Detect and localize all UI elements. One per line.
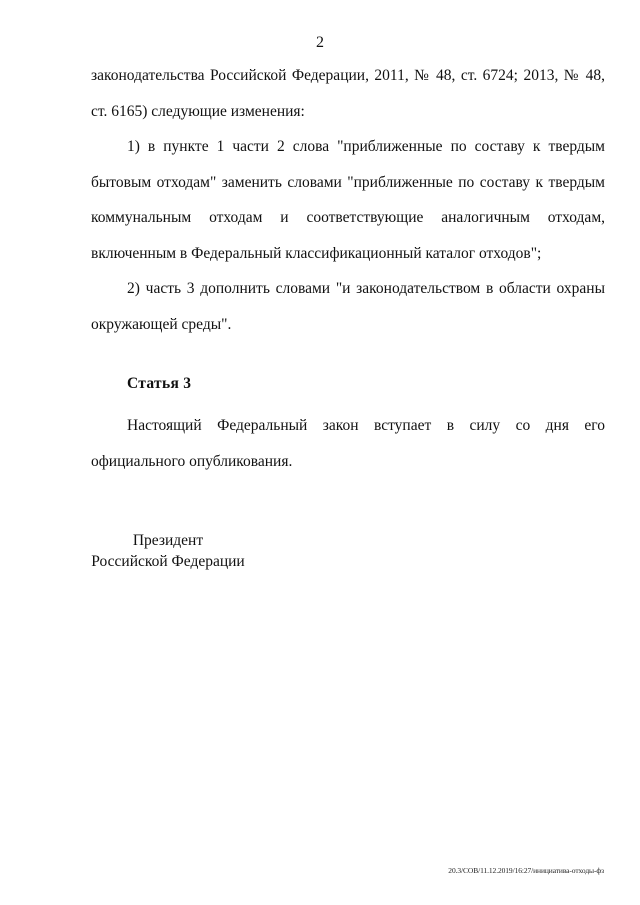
signature-title: Президент xyxy=(132,532,204,549)
paragraph-article-3: Настоящий Федеральный закон вступает в силу со дня его официального опубликования. xyxy=(91,417,605,470)
page-number: 2 xyxy=(316,34,324,51)
paragraph-item-2: 2) часть 3 дополнить словами "и законодательством в области охраны окружающей среды". xyxy=(91,280,605,333)
paragraph-item-1: 1) в пункте 1 части 2 слова "приближенные по составу к твердым бытовым отходам" заменить словами "приближенные по составу к твердым коммунальным отходам и соответствующие аналогичным отходам, включенным в Федеральный классификационный каталог отходов"; xyxy=(91,138,605,262)
paragraph-continuation: законодательства Российской Федерации, 2011, № 48, ст. 6724; 2013, № 48, ст. 6165) следующие изменения: xyxy=(91,67,605,120)
article-heading: Статья 3 xyxy=(127,375,192,392)
footer-document-code: 20.3/СОВ/11.12.2019/16:27/инициатива-отходы-фз xyxy=(448,866,604,875)
signature-block xyxy=(88,530,248,572)
signature-organization: Российской Федерации xyxy=(91,553,245,570)
